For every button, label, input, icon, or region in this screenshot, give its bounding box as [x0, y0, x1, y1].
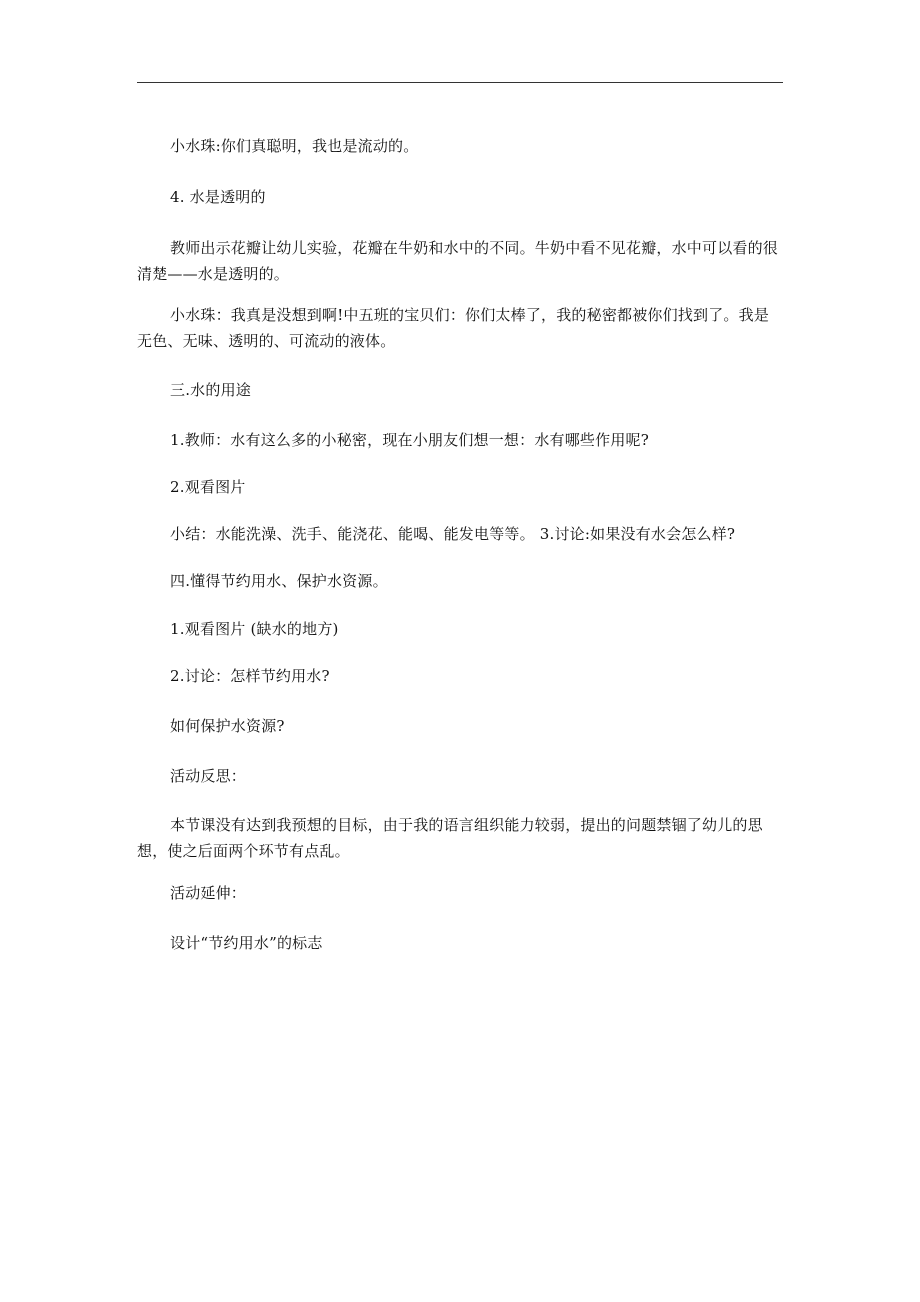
- paragraph: 设计“节约用水”的标志: [170, 934, 323, 952]
- section-heading: 活动反思：: [170, 767, 247, 785]
- paragraph: 1.教师：水有这么多的小秘密，现在小朋友们想一想：水有哪些作用呢?: [170, 431, 649, 449]
- section-heading: 三.水的用途: [170, 381, 251, 399]
- paragraph: 小水珠:你们真聪明，我也是流动的。: [170, 137, 419, 155]
- section-heading: 4. 水是透明的: [170, 188, 266, 206]
- paragraph: 小结：水能洗澡、洗手、能浇花、能喝、能发电等等。 3.讨论:如果没有水会怎么样?: [170, 525, 736, 543]
- paragraph: 教师出示花瓣让幼儿实验，花瓣在牛奶和水中的不同。牛奶中看不见花瓣，水中可以看的很清楚——水是透明的。: [137, 239, 779, 283]
- paragraph: 1.观看图片 (缺水的地方): [170, 620, 339, 638]
- section-heading: 四.懂得节约用水、保护水资源。: [170, 572, 388, 590]
- paragraph: 2.观看图片: [170, 478, 246, 496]
- section-heading: 活动延伸：: [170, 884, 247, 902]
- header-rule: [137, 82, 783, 83]
- paragraph: 如何保护水资源?: [170, 717, 285, 735]
- paragraph: 2.讨论：怎样节约用水?: [170, 667, 330, 685]
- paragraph: 本节课没有达到我预想的目标，由于我的语言组织能力较弱，提出的问题禁锢了幼儿的思想，使之后面两个环节有点乱。: [137, 816, 763, 860]
- paragraph: 小水珠：我真是没想到啊!中五班的宝贝们：你们太棒了，我的秘密都被你们找到了。我是无色、无味、透明的、可流动的液体。: [137, 306, 770, 350]
